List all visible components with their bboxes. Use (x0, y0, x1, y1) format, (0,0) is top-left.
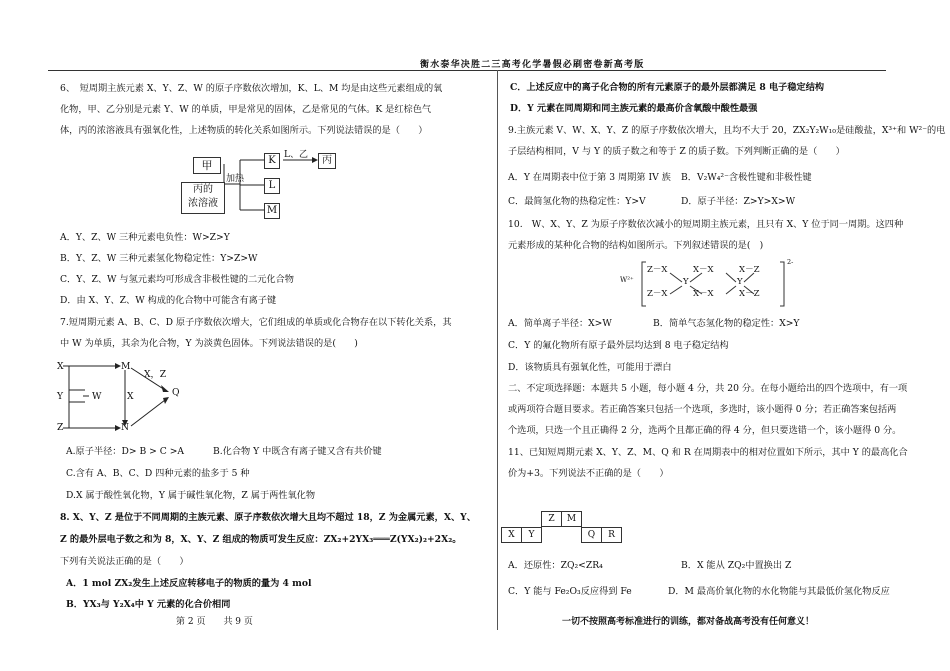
q7-w-label: W (92, 391, 102, 402)
q7-m-label: M (121, 361, 131, 372)
q7-mid-x-label: X (127, 391, 134, 402)
q6-option-c: C．Y、Z、W 与氢元素均可形成含非极性键的二元化合物 (60, 274, 294, 285)
q10-w-ion: W²⁺ (620, 276, 634, 284)
q11-cell-q: Q (581, 527, 602, 543)
column-divider (497, 70, 498, 630)
q10-line-1: 10. W、X、Y、Z 为原子序数依次减小的短周期主族元素，且只有 X、Y 位于同一周期。这四种 (508, 219, 904, 230)
page-header: 衡水泰华决胜二三高考化学暑假必刷密卷新高考版 (420, 60, 645, 70)
section2-line-2: 或两项符合题目要求。若正确答案只包括一个选项，多选时，该小题得 0 分；若正确答案包括两 (508, 404, 897, 415)
q9-option-a: A．Y 在周期表中位于第 3 周期第 IV 族 (508, 172, 671, 183)
q11-line-2: 价为+3。下列说法不正确的是（ ） (508, 468, 669, 479)
q6-m-box: M (264, 203, 280, 219)
q9-line-2: 子层结构相同，V 与 Y 的质子数之和等于 Z 的质子数。下列判断正确的是（ ） (508, 146, 845, 157)
q9-option-b: B．V₂W₄²⁻含极性键和非极性键 (681, 172, 812, 183)
q7-z-label: Z (57, 422, 64, 433)
q8-line-2: Z 的最外层电子数之和为 8，X、Y、Z 组成的物质可发生反应：ZX₂+2YX₃═══Z(YX₂)₂+2X₂。 (60, 534, 462, 545)
q7-x-label: X (57, 361, 64, 372)
q6-heat-label: 加热 (226, 174, 245, 184)
q6-jia-box: 甲 (193, 157, 221, 174)
q10-y-right: Y (737, 277, 743, 287)
q7-option-d: D.X 属于酸性氧化物，Y 属于碱性氧化物，Z 属于两性氧化物 (66, 490, 316, 501)
q7-option-c: C.含有 A、B、C、D 四种元素的盐多于 5 种 (66, 468, 250, 479)
q10-y-left: Y (683, 277, 689, 287)
q6-line-2: 化物，甲、乙分别是元素 Y、W 的单质，甲是常见的固体，乙是常见的气体。K 是红棕色气 (60, 104, 432, 115)
q6-line-1: 6、 短周期主族元素 X、Y、Z、W 的原子序数依次增加，K、L、M 均是由这些元素组成的氧 (60, 83, 443, 94)
q6-bing-product-box: 丙 (318, 153, 336, 169)
q10-option-b: B．简单气态氢化物的稳定性：X>Y (653, 318, 800, 329)
q6-l-box: L (264, 178, 280, 194)
q6-bing-box (181, 182, 225, 214)
q10-row-2: Z－X X－X X－Z (647, 289, 760, 299)
q11-cell-y: Y (521, 527, 542, 543)
q11-cell-m: M (561, 511, 582, 527)
q11-cell-z: Z (541, 511, 562, 527)
q7-n-label: N (121, 422, 130, 433)
q10-option-d: D．该物质具有强氧化性，可能用于漂白 (508, 362, 672, 373)
q11-line-1: 11、已知短周期元素 X、Y、Z、M、Q 和 R 在周期表中的相对位置如下所示，其中 Y 的最高化合 (508, 447, 908, 458)
q9-option-d: D．原子半径：Z>Y>X>W (681, 196, 796, 207)
q6-k-box: K (264, 153, 280, 169)
q11-cell-r: R (601, 527, 622, 543)
page-slogan: 一切不按照高考标准进行的训练，都对备战高考没有任何意义！ (562, 617, 815, 627)
q7-line-1: 7.短周期元素 A、B、C、D 原子序数依次增大，它们组成的单质或化合物存在以下转化关系，其 (60, 317, 452, 328)
q6-option-d: D．由 X、Y、Z、W 构成的化合物中可能含有离子键 (60, 295, 277, 306)
q8-option-b: B．YX₃与 Y₂X₄中 Y 元素的化合价相同 (66, 599, 231, 610)
q9-line-1: 9.主族元素 V、W、X、Y、Z 的原子序数依次增大，且均不大于 20，ZX₂Y₂W₁₀是硅酸盐，X³⁺和 W²⁻的电 (508, 125, 946, 136)
q7-line-2: 中 W 为单质，其余为化合物，Y 为淡黄色固体。下列说法错误的是( ) (60, 338, 358, 349)
q10-line-2: 元素形成的某种化合物的结构如图所示。下列叙述错误的是( ) (508, 240, 764, 251)
q6-line-3: 体，丙的浓溶液具有强氧化性，上述物质的转化关系如图所示。下列说法错误的是（ ） (60, 125, 428, 136)
header-rule (48, 70, 886, 71)
q6-arrow-label: L、乙 (284, 150, 308, 160)
q11-option-d: D．M 最高价氧化物的水化物能与其最低价氢化物反应 (668, 586, 890, 597)
q11-option-a: A．还原性：ZQ₂<ZR₄ (508, 560, 603, 571)
q6-bing-label-1: 丙的 (193, 184, 213, 195)
q7-q-label: Q (172, 387, 180, 398)
q8-line-3: 下列有关说法正确的是（ ） (60, 556, 189, 567)
q11-option-b: B．X 能从 ZQ₂中置换出 Z (681, 560, 792, 571)
q10-option-c: C．Y 的氟化物所有原子最外层均达到 8 电子稳定结构 (508, 340, 729, 351)
q7-option-b: B.化合物 Y 中既含有离子键又含有共价键 (213, 446, 382, 457)
q11-cell-x: X (501, 527, 522, 543)
q9-option-c: C．最简氢化物的热稳定性：Y>V (508, 196, 646, 207)
section2-line-3: 个选项，只选一个且正确得 2 分，选两个且都正确的得 4 分，但只要选错一个，该小题得 0 分。 (508, 425, 902, 436)
q6-option-a: A．Y、Z、W 三种元素电负性：W>Z>Y (60, 232, 230, 243)
page-number: 第 2 页 共 9 页 (176, 617, 253, 627)
section2-line-1: 二、不定项选择题：本题共 5 小题，每小题 4 分，共 20 分。在每小题给出的四个选项中，有一项 (508, 383, 908, 394)
q7-option-a: A.原子半径：D> B > C >A (66, 446, 185, 457)
q7-xz-label: X，Z (144, 369, 167, 380)
q7-y-label: Y (57, 391, 64, 402)
q8-option-a: A．1 mol ZX₂发生上述反应转移电子的物质的量为 4 mol (66, 578, 312, 589)
q8-option-d: D．Y 元素在同周期和同主族元素的最高价含氧酸中酸性最强 (510, 103, 758, 114)
q8-option-c: C．上述反应中的离子化合物的所有元素原子的最外层都满足 8 电子稳定结构 (510, 82, 825, 93)
q8-line-1: 8. X、Y、Z 是位于不同周期的主族元素、原子序数依次增大且均不超过 18，Z 为金属元素，X、Y、 (60, 512, 476, 523)
q6-bing-label-2: 浓溶液 (188, 198, 218, 209)
q6-option-b: B．Y、Z、W 三种元素氢化物稳定性：Y>Z>W (60, 253, 258, 264)
q10-option-a: A．简单离子半径：X>W (508, 318, 612, 329)
q10-row-1: Z－X X－X X－Z (647, 265, 760, 275)
q11-option-c: C．Y 能与 Fe₂O₃反应得到 Fe (508, 586, 632, 597)
q10-charge: 2- (787, 258, 794, 266)
